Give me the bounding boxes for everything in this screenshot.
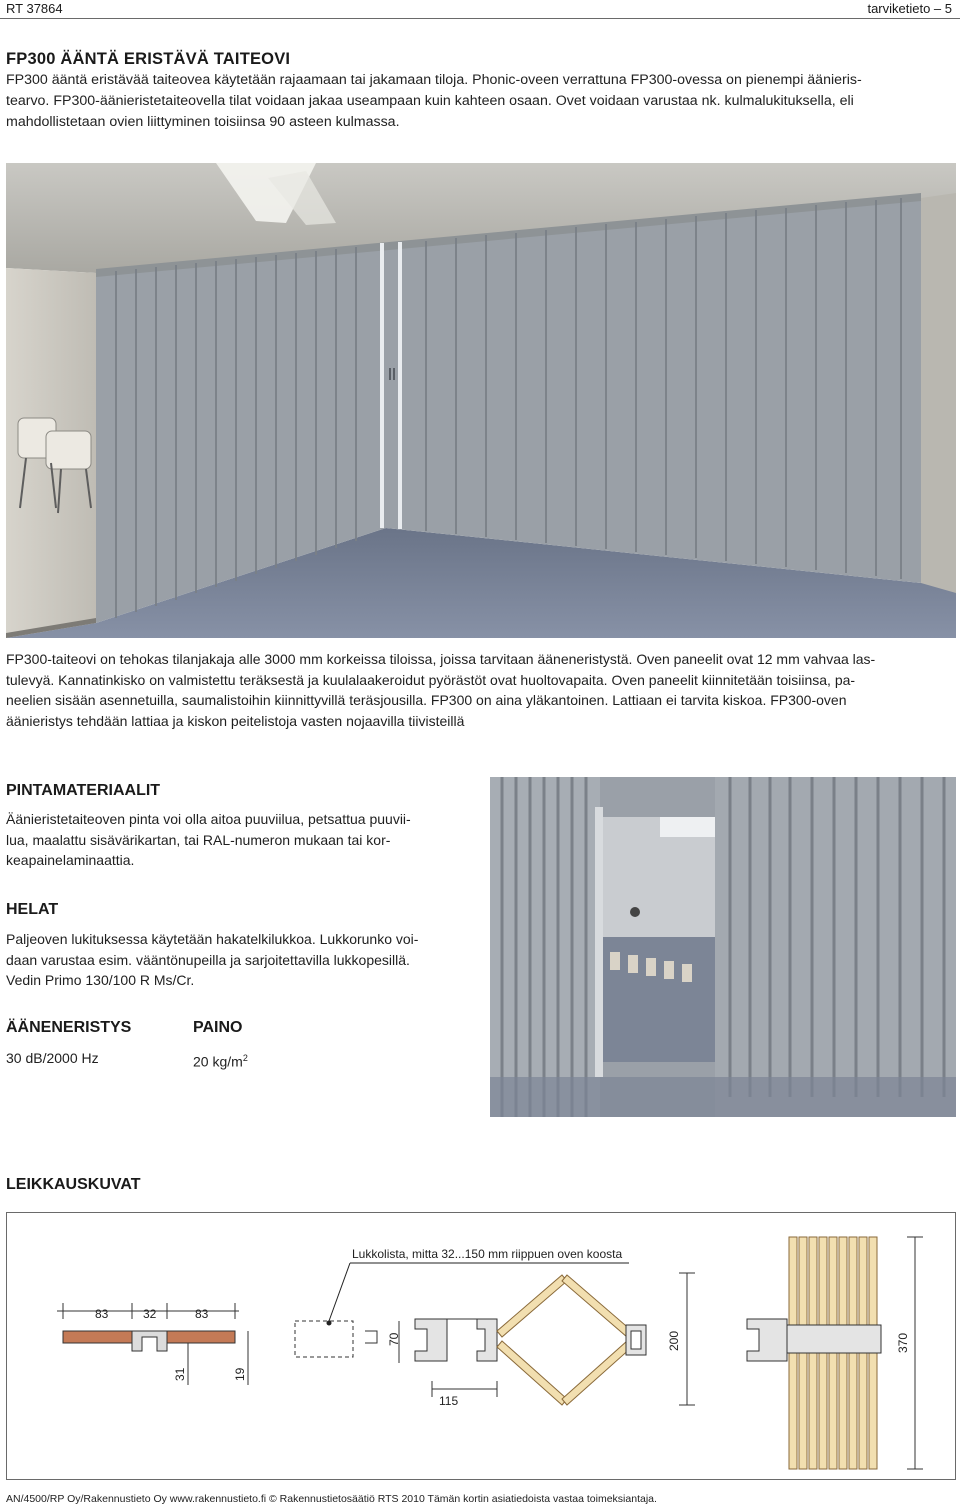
dim-115: 115 bbox=[439, 1394, 459, 1408]
dim-83-left: 83 bbox=[95, 1307, 109, 1321]
helat-line: daan varustaa esim. vääntönupeilla ja sarjoitettavilla lukkopesillä. bbox=[6, 951, 410, 968]
page-header bbox=[0, 0, 960, 18]
folding-door-photo bbox=[6, 163, 956, 638]
pintamateriaalit-text bbox=[6, 809, 474, 871]
page-title: FP300 ÄÄNTÄ ERISTÄVÄ TAITEOVI bbox=[6, 50, 291, 68]
dim-83-right: 83 bbox=[195, 1307, 209, 1321]
aaneneristys-heading: ÄÄNENERISTYS bbox=[6, 1019, 132, 1036]
description-line: neelien sisään asennetuilla, saumalistoihin kiinnittyvillä teräsjousilla. FP300 on aina yläkantoinen. Lattiaan ei tarvita kiskoa. FP300-oven bbox=[6, 692, 847, 708]
intro-paragraph bbox=[6, 70, 956, 133]
pintamateriaalit-line: lua, maalattu sisävärikartan, tai RAL-numeron mukaan tai kor- bbox=[6, 831, 391, 848]
intro-line: mahdollistetaan ovien liittyminen toisiinsa 90 asteen kulmassa. bbox=[6, 114, 400, 130]
intro-line: FP300 ääntä eristävää taiteovea käytetään rajaamaan tai jakamaan tiloja. Phonic-oveen verrattuna FP300-ovessa on pienempi äänieris- bbox=[6, 72, 862, 88]
helat-line: Vedin Primo 130/100 R Ms/Cr. bbox=[6, 972, 195, 988]
description-line: FP300-taiteovi on tehokas tilanjakaja alle 3000 mm korkeissa tiloissa, joissa tarvitaan ääneneristystä. Oven paneelit ovat 12 mm vahvaa las- bbox=[6, 651, 876, 667]
open-door-photo bbox=[490, 777, 956, 1117]
dim-32: 32 bbox=[143, 1307, 157, 1321]
paino-unit-superscript: 2 bbox=[242, 1053, 248, 1063]
paino-value-text: 20 kg/m bbox=[193, 1053, 243, 1070]
aaneneristys-value: 30 dB/2000 Hz bbox=[6, 1050, 99, 1066]
description-line: tulevyä. Kannatinkisko on valmistettu teräksestä ja kuulalaakeroidut pyörästöt ovat huoltovapaita. Oven paneelit kiinnitetään toisiinsa, pa- bbox=[6, 671, 856, 688]
pintamateriaalit-line: Äänieristetaiteoven pinta voi olla aitoa puuviilua, petsattua puuvii- bbox=[6, 811, 411, 827]
section-drawings bbox=[7, 1213, 955, 1479]
dim-200: 200 bbox=[667, 1330, 681, 1351]
paino-heading: PAINO bbox=[193, 1019, 243, 1036]
pintamateriaalit-line: keapainelaminaattia. bbox=[6, 852, 135, 868]
dim-19: 19 bbox=[233, 1367, 247, 1381]
dim-70: 70 bbox=[387, 1332, 401, 1346]
helat-text bbox=[6, 929, 476, 991]
page-label: tarviketieto – 5 bbox=[867, 1, 952, 16]
paino-value bbox=[193, 1048, 248, 1072]
helat-heading: HELAT bbox=[6, 901, 59, 918]
doc-id: RT 37864 bbox=[6, 1, 63, 16]
dim-31: 31 bbox=[173, 1367, 187, 1381]
pintamateriaalit-heading: PINTAMATERIAALIT bbox=[6, 782, 161, 799]
intro-line: tearvo. FP300-äänieristetaiteovella tilat voidaan jakaa useampaan kuin kahteen osaan. Ovet voidaan varustaa nk. kulmalukituksella, eli bbox=[6, 93, 854, 109]
page-footer: AN/4500/RP Oy/Rakennustieto Oy www.rakennustieto.fi © Rakennustietosäätiö RTS 2010 Tämän kortin asiatiedoista vastaa toimeksiantaja. bbox=[6, 1493, 657, 1505]
section-drawing-frame bbox=[6, 1212, 956, 1480]
description-line: äänieristys tehdään lattiaa ja kiskon peitelistoja vasten nojaavilla tiivisteillä bbox=[6, 712, 465, 729]
description-paragraph bbox=[6, 649, 956, 731]
callout-label: Lukkolista, mitta 32...150 mm riippuen oven koosta bbox=[352, 1247, 623, 1261]
dim-370: 370 bbox=[896, 1332, 910, 1353]
header-rule bbox=[0, 18, 960, 19]
leikkauskuvat-heading: LEIKKAUSKUVAT bbox=[6, 1176, 141, 1193]
helat-line: Paljeoven lukituksessa käytetään hakatelkilukkoa. Lukkorunko voi- bbox=[6, 931, 419, 947]
